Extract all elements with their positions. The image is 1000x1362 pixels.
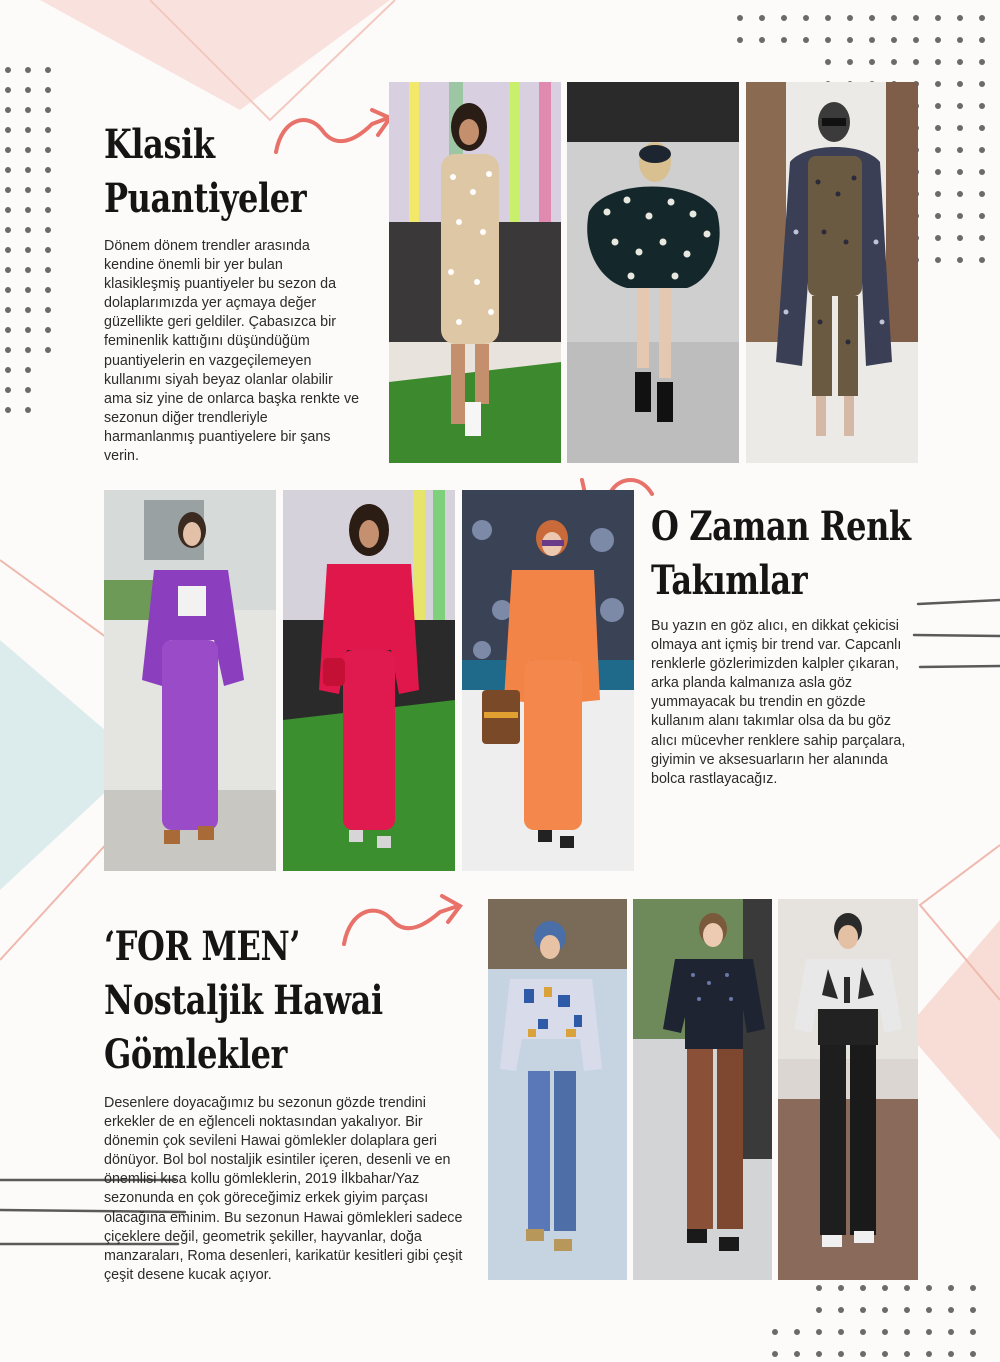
photo-men-2 — [633, 899, 772, 1280]
photo-polka-3-art — [746, 82, 918, 463]
decor-dot — [5, 387, 11, 393]
decor-dot — [860, 1307, 866, 1313]
photo-color-suit-3-art — [462, 490, 634, 871]
photo-men-3-art — [778, 899, 918, 1280]
decor-dot — [25, 247, 31, 253]
decor-dot — [935, 191, 941, 197]
decor-dot — [45, 67, 51, 73]
decor-dot — [882, 1329, 888, 1335]
heading-line: O Zaman Renk — [651, 503, 911, 550]
decor-dot — [869, 37, 875, 43]
heading-line: Gömlekler — [104, 1031, 287, 1078]
decor-dot — [45, 307, 51, 313]
decor-dot — [957, 213, 963, 219]
decor-dot — [803, 37, 809, 43]
decor-dot — [803, 15, 809, 21]
decor-dot — [45, 127, 51, 133]
heading-klasik-puantiyeler — [104, 118, 306, 226]
decor-dot — [935, 147, 941, 153]
decor-dot — [957, 169, 963, 175]
decor-dot — [979, 235, 985, 241]
decor-dot — [25, 267, 31, 273]
decor-dot — [25, 347, 31, 353]
decor-dot — [816, 1307, 822, 1313]
decor-dot — [979, 169, 985, 175]
heading-line: Takımlar — [651, 557, 808, 604]
decor-dot — [45, 347, 51, 353]
decor-dot — [5, 147, 11, 153]
decor-dot — [5, 207, 11, 213]
decor-dot — [891, 37, 897, 43]
decor-dot — [838, 1285, 844, 1291]
gray-lines-right — [914, 600, 1000, 667]
decor-dot — [5, 267, 11, 273]
decor-dot — [25, 287, 31, 293]
decor-dot — [838, 1351, 844, 1357]
body-klasik-puantiyeler: Dönem dönem trendler arasında kendine önemli bir yer bulan klasikleşmiş puantiyeler bu sezon da dolaplarımızda yer açmaya değer güzellikte geri geldiler. Çabasızca bir feminenlik kattığını düşündüğüm puantiyelerin en vazgeçilemeyen kullanımı siyah beyaz olanlar olabilir ama siz yine de onlarca başka renkte ve sezonun diğer trendleriyle harmanlanmış puantiyelere bir şans verin. — [104, 238, 360, 465]
decor-dot — [25, 407, 31, 413]
heading-line: ‘FOR MEN’ — [104, 923, 301, 970]
dot-grid-top-left — [5, 67, 51, 413]
photo-men-2-art — [633, 899, 772, 1280]
decor-dot — [882, 1285, 888, 1291]
decor-dot — [5, 67, 11, 73]
decor-dot — [825, 37, 831, 43]
decor-dot — [926, 1307, 932, 1313]
photo-polka-2 — [567, 82, 739, 463]
decor-dot — [5, 287, 11, 293]
decor-dot — [45, 87, 51, 93]
decor-dot — [737, 15, 743, 21]
decor-dot — [957, 125, 963, 131]
decor-dot — [882, 1351, 888, 1357]
decor-dot — [825, 59, 831, 65]
decor-dot — [935, 235, 941, 241]
decor-dot — [25, 67, 31, 73]
decor-dot — [25, 127, 31, 133]
decor-dot — [5, 187, 11, 193]
decor-dot — [970, 1307, 976, 1313]
heading-line: Klasik — [104, 121, 215, 168]
decor-dot — [25, 387, 31, 393]
photo-polka-1-art — [389, 82, 561, 463]
decor-dot — [979, 125, 985, 131]
decor-dot — [45, 247, 51, 253]
decor-dot — [904, 1351, 910, 1357]
decor-dot — [935, 213, 941, 219]
decor-dot — [957, 147, 963, 153]
decor-dot — [979, 213, 985, 219]
heading-line: Puantiyeler — [104, 175, 307, 222]
decor-dot — [860, 1351, 866, 1357]
photo-color-suit-3 — [462, 490, 634, 871]
decor-dot — [847, 37, 853, 43]
decor-dot — [794, 1351, 800, 1357]
decor-dot — [935, 81, 941, 87]
decor-dot — [935, 125, 941, 131]
decor-dot — [45, 207, 51, 213]
photo-men-1-art — [488, 899, 627, 1280]
decor-dot — [869, 59, 875, 65]
decor-dot — [794, 1329, 800, 1335]
photo-polka-1 — [389, 82, 561, 463]
decor-dot — [45, 147, 51, 153]
decor-dot — [979, 59, 985, 65]
decor-dot — [957, 15, 963, 21]
decor-dot — [957, 191, 963, 197]
decor-dot — [25, 147, 31, 153]
decor-dot — [5, 227, 11, 233]
photo-polka-3 — [746, 82, 918, 463]
decor-dot — [957, 235, 963, 241]
photo-polka-2-art — [567, 82, 739, 463]
decor-dot — [979, 81, 985, 87]
decor-dot — [913, 15, 919, 21]
decor-dot — [860, 1329, 866, 1335]
decor-dot — [816, 1351, 822, 1357]
decor-dot — [979, 15, 985, 21]
decor-dot — [979, 191, 985, 197]
decor-dot — [772, 1351, 778, 1357]
decor-dot — [970, 1285, 976, 1291]
decor-dot — [772, 1329, 778, 1335]
decor-dot — [891, 59, 897, 65]
photo-men-3 — [778, 899, 918, 1280]
pink-diamond-right — [905, 920, 1000, 1140]
decor-dot — [957, 103, 963, 109]
decor-dot — [913, 37, 919, 43]
decor-dot — [781, 15, 787, 21]
decor-dot — [935, 169, 941, 175]
decor-dot — [25, 367, 31, 373]
decor-dot — [979, 37, 985, 43]
decor-dot — [781, 37, 787, 43]
decor-dot — [904, 1307, 910, 1313]
decor-dot — [25, 227, 31, 233]
decor-dot — [25, 167, 31, 173]
decor-dot — [948, 1307, 954, 1313]
heading-o-zaman-renk — [651, 500, 911, 608]
decor-dot — [45, 227, 51, 233]
decor-dot — [5, 367, 11, 373]
decor-dot — [45, 287, 51, 293]
photo-men-1 — [488, 899, 627, 1280]
decor-dot — [25, 327, 31, 333]
decor-dot — [5, 167, 11, 173]
decor-dot — [45, 107, 51, 113]
decor-dot — [816, 1329, 822, 1335]
decor-dot — [904, 1285, 910, 1291]
decor-dot — [25, 87, 31, 93]
decor-dot — [45, 267, 51, 273]
decor-dot — [5, 347, 11, 353]
decor-dot — [935, 257, 941, 263]
decor-dot — [5, 127, 11, 133]
decor-dot — [5, 327, 11, 333]
dot-grid-bottom-right — [772, 1285, 976, 1357]
photo-color-suit-2 — [283, 490, 455, 871]
decor-dot — [891, 15, 897, 21]
decor-dot — [948, 1329, 954, 1335]
decor-dot — [737, 37, 743, 43]
decor-dot — [25, 207, 31, 213]
decor-dot — [5, 247, 11, 253]
decor-dot — [957, 81, 963, 87]
decor-dot — [847, 15, 853, 21]
decor-dot — [860, 1285, 866, 1291]
decor-dot — [882, 1307, 888, 1313]
decor-dot — [45, 327, 51, 333]
photo-color-suit-1-art — [104, 490, 276, 871]
body-o-zaman-renk: Bu yazın en göz alıcı, en dikkat çekicisi olmaya ant içmiş bir trend var. Capcanlı renklerle gözlerimizden kalpler çıkaran, arka planda kalmanıza asla göz yummayacak bu trendin en gözde kullanım alanı takımlar olsa da bu göz alıcı mücevher renklere sahip parçalara, giyimin ve aksesuarların her alanında bolca rastlayacağız. — [651, 618, 906, 787]
decor-dot — [904, 1329, 910, 1335]
decor-dot — [935, 15, 941, 21]
decor-dot — [979, 103, 985, 109]
photo-color-suit-1 — [104, 490, 276, 871]
decor-dot — [25, 307, 31, 313]
decor-dot — [759, 37, 765, 43]
decor-dot — [45, 167, 51, 173]
decor-dot — [816, 1285, 822, 1291]
decor-dot — [948, 1285, 954, 1291]
decor-dot — [935, 59, 941, 65]
photo-color-suit-2-art — [283, 490, 455, 871]
decor-dot — [926, 1329, 932, 1335]
decor-dot — [45, 187, 51, 193]
decor-dot — [838, 1307, 844, 1313]
decor-dot — [5, 87, 11, 93]
decor-dot — [926, 1285, 932, 1291]
decor-dot — [825, 15, 831, 21]
decor-dot — [25, 107, 31, 113]
decor-dot — [759, 15, 765, 21]
decor-dot — [913, 59, 919, 65]
decor-dot — [979, 147, 985, 153]
decor-dot — [5, 307, 11, 313]
decor-dot — [970, 1329, 976, 1335]
decor-dot — [869, 15, 875, 21]
decor-dot — [926, 1351, 932, 1357]
decor-dot — [5, 407, 11, 413]
decor-dot — [935, 37, 941, 43]
decor-dot — [957, 257, 963, 263]
heading-line: Nostaljik Hawai — [104, 977, 383, 1024]
body-for-men: Desenlere doyacağımız bu sezonun gözde trendini erkekler de en eğlenceli noktasından yakalıyor. Bir dönemin çok sevileni Hawai gömlekler dolaplara geri dönüyor. Bol bol nostaljik esintiler içeren, desenli ve en önemlisi kısa kollu gömleklerin, 2019 İlkbahar/Yaz sezonunda en çok göreceğimiz erkek giyim parçası olacağına eminim. Bu sezonun Hawai gömlekleri sadece çiçeklere değil, geometrik şekiller, hayvanlar, doğa manzaraları, Roma desenleri, karikatür kesitleri gibi çeşit çeşit desene kucak açıyor. — [104, 1095, 463, 1283]
decor-dot — [970, 1351, 976, 1357]
decor-dot — [948, 1351, 954, 1357]
heading-for-men — [104, 920, 383, 1082]
decor-dot — [935, 103, 941, 109]
decor-dot — [5, 107, 11, 113]
decor-dot — [979, 257, 985, 263]
decor-dot — [957, 59, 963, 65]
decor-dot — [838, 1329, 844, 1335]
decor-dot — [25, 187, 31, 193]
decor-dot — [847, 59, 853, 65]
decor-dot — [957, 37, 963, 43]
